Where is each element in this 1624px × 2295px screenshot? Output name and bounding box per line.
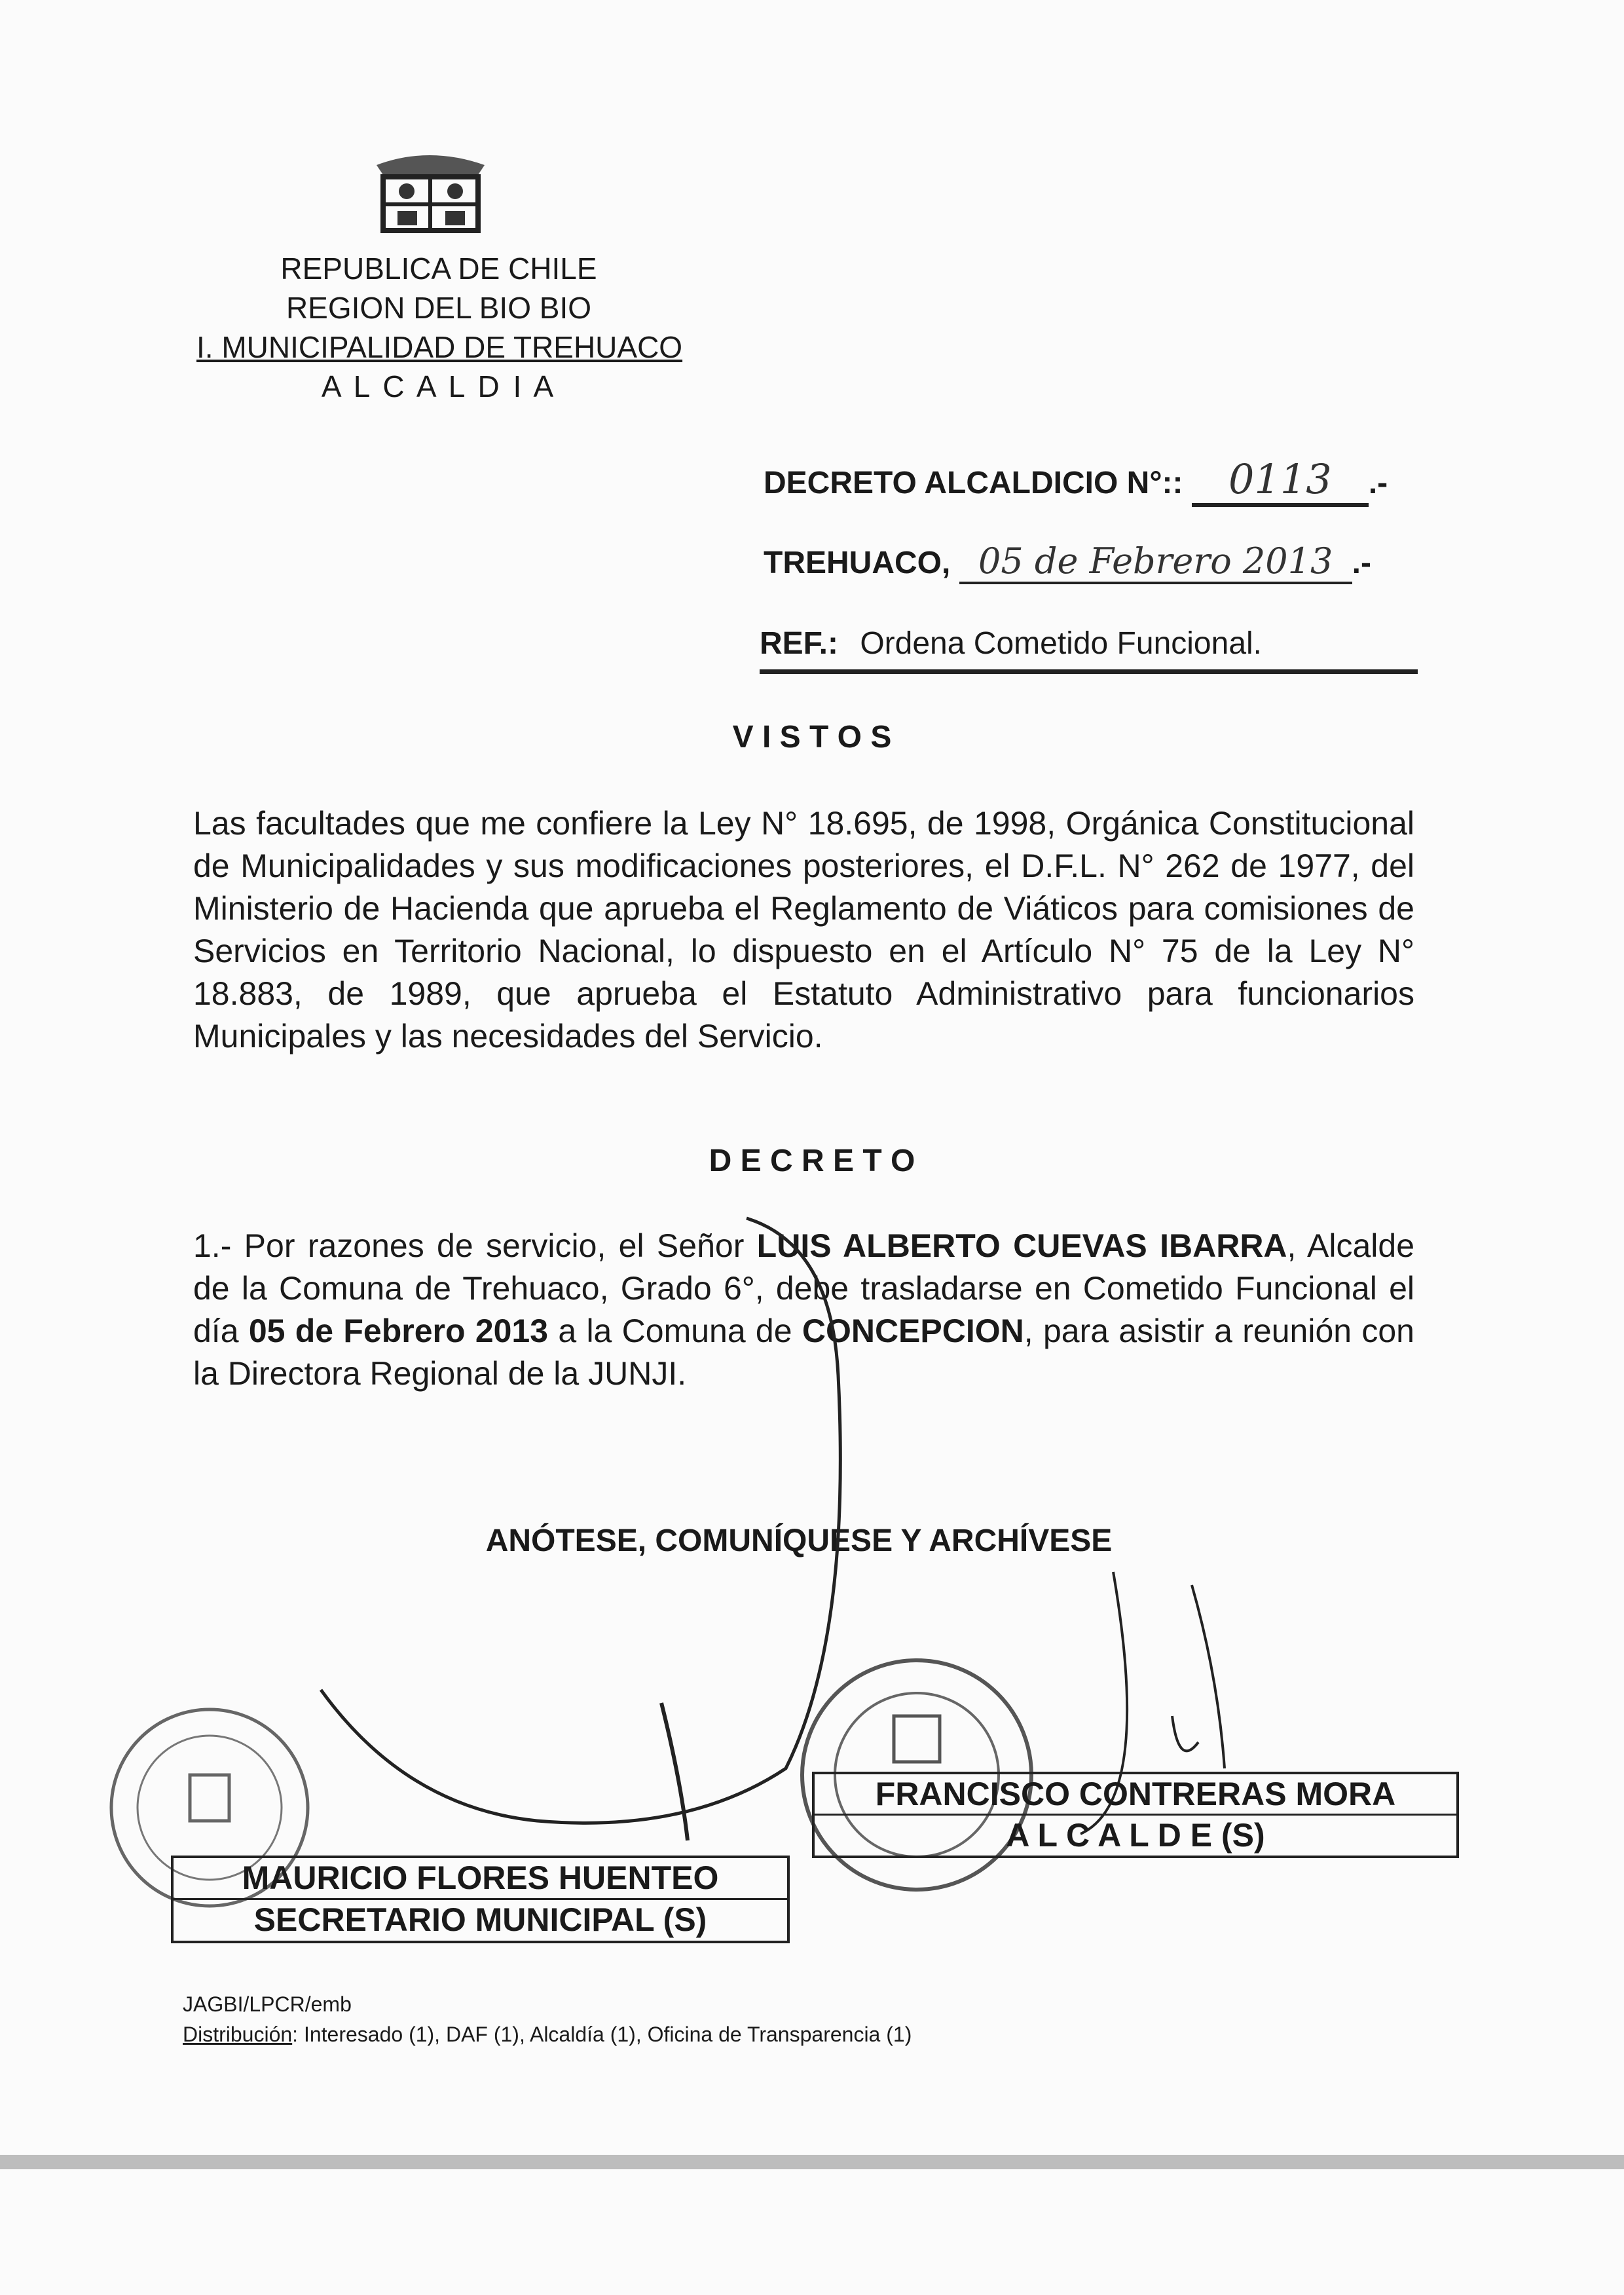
ref-value: Ordena Cometido Funcional. <box>860 626 1263 661</box>
header-republic: REPUBLICA DE CHILE <box>280 252 597 286</box>
destination: CONCEPCION <box>802 1313 1024 1349</box>
header-alcaldia: A L C A L D I A <box>321 369 557 403</box>
ref-line <box>760 625 1418 674</box>
article-text: , Alcalde de la Comuna de Trehuaco, Grado 6°, debe trasladarse en Cometido Funcional el día <box>193 1227 1414 1349</box>
decree-number-suffix: .- <box>1368 466 1388 500</box>
decree-number-label: DECRETO ALCALDICIO N°:: <box>764 466 1183 500</box>
travel-date: 05 de Febrero 2013 <box>248 1313 549 1349</box>
decree-date-suffix: .- <box>1352 546 1371 580</box>
coat-of-arms-logo <box>363 145 498 234</box>
mayor-signature-block <box>812 1772 1459 1858</box>
vistos-text: Las facultades que me confiere la Ley N° 18.695, de 1998, Orgánica Constitucional de Municipalidades y sus modificaciones posteriores, el D.F.L. N° 262 de 1977, del Ministerio de Hacienda que aprueba el Reglamento de Viáticos para comisiones de Servicios en Territorio Nacional, lo dispuesto en el Artículo N° 75 de la Ley N° 18.883, de 1989, que aprueba el Estatuto Administrativo para funcionarios Municipales y las necesidades del Servicio. <box>193 805 1414 1054</box>
initials: JAGBI/LPCR/emb <box>183 1992 352 2016</box>
header-region: REGION DEL BIO BIO <box>286 291 592 325</box>
secretary-title: SECRETARIO MUNICIPAL (S) <box>253 1901 707 1938</box>
decree-date-line <box>764 540 1371 584</box>
place-label: TREHUACO, <box>764 546 951 580</box>
decree-number-line <box>764 455 1388 507</box>
scan-edge-band <box>0 2155 1624 2169</box>
closing-formula: ANÓTESE, COMUNÍQUESE Y ARCHÍVESE <box>485 1523 1113 1558</box>
distribution-value: : Interesado (1), DAF (1), Alcaldía (1), Oficina de Transparencia (1) <box>292 2023 912 2046</box>
article-text: a la Comuna de <box>548 1313 802 1349</box>
vistos-heading: V I S T O S <box>732 720 892 755</box>
decree-number-value: 0113 <box>1192 455 1369 507</box>
mayor-title: A L C A L D E (S) <box>1006 1817 1265 1854</box>
article-text: 1.- Por razones de servicio, el Señor <box>193 1227 757 1264</box>
secretary-name: MAURICIO FLORES HUENTEO <box>174 1858 787 1900</box>
decree-date-value: 05 de Febrero 2013 <box>959 540 1352 584</box>
distribution-label: Distribución <box>183 2023 293 2046</box>
secretary-signature-block <box>171 1856 790 1943</box>
article-text: , para asistir a reunión con la Directora Regional de la JUNJI. <box>193 1313 1414 1392</box>
decreto-heading: D E C R E T O <box>709 1144 915 1178</box>
ref-label: REF.: <box>760 626 838 661</box>
official-name: LUIS ALBERTO CUEVAS IBARRA <box>756 1227 1287 1264</box>
header-municipality: I. MUNICIPALIDAD DE TREHUACO <box>196 330 683 364</box>
distribution <box>183 2023 912 2047</box>
mayor-name: FRANCISCO CONTRERAS MORA <box>815 1774 1456 1816</box>
